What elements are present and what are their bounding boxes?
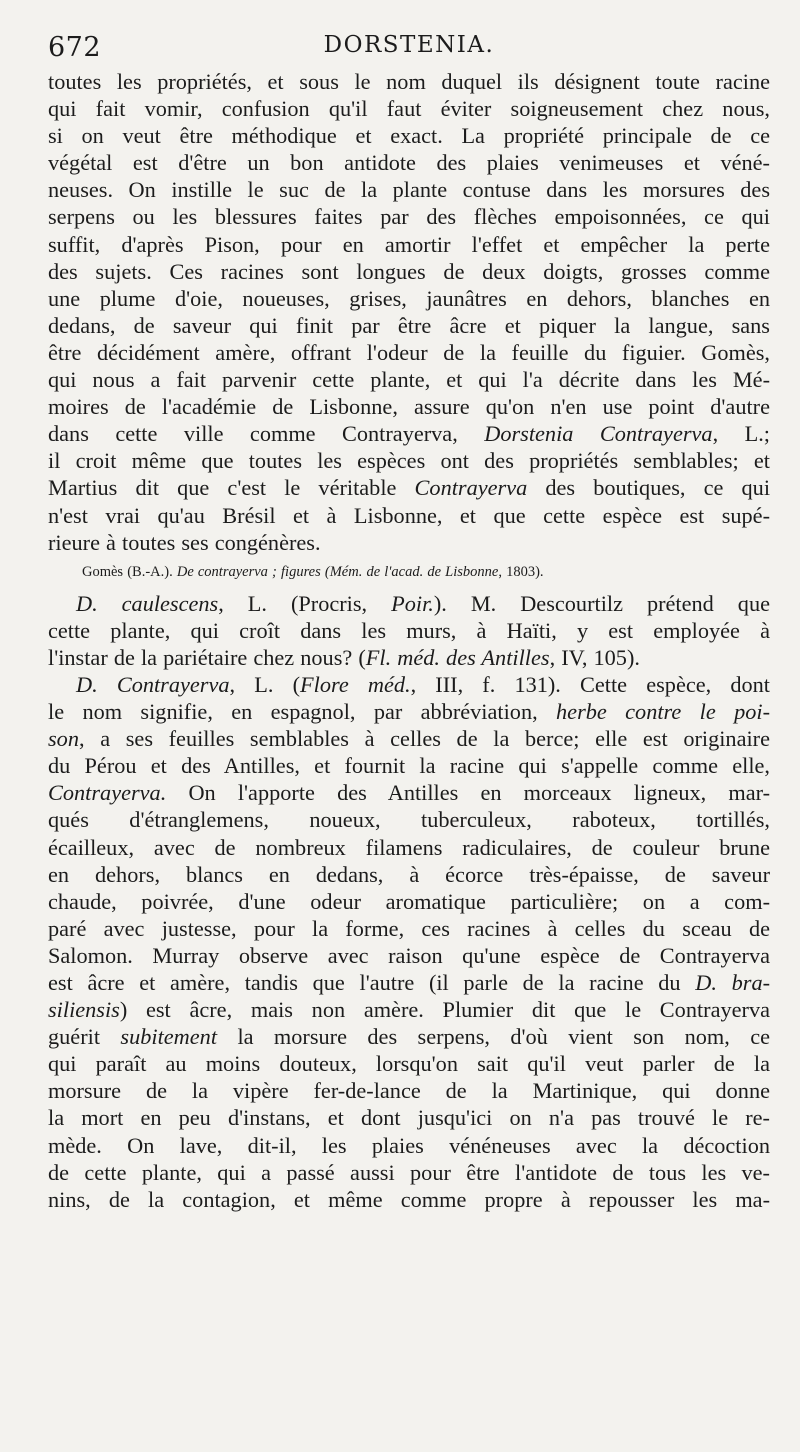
- text-run: guérit: [48, 1024, 101, 1050]
- text-line: paré avec justesse, pour la forme, ces racines à celles du sceau de: [48, 915, 770, 941]
- text-line: en dehors, blancs en dedans, à écorce très-épaisse, de saveur: [48, 861, 770, 887]
- text-line: qui paraît au moins douteux, lorsqu'on sait qu'il veut parler de la: [48, 1051, 770, 1077]
- species-name: D. Contrayerva: [76, 671, 230, 697]
- text-run: la morsure des serpens, d'où vient son nom, ce: [237, 1024, 770, 1050]
- text-run: On l'apporte des Antilles en morceaux ligneux, mar-: [188, 780, 770, 806]
- text-line: [48, 1023, 770, 1050]
- text-line: végétal est d'être un bon antidote des plaies venimeuses et véné-: [48, 150, 770, 176]
- running-head: [48, 22, 770, 68]
- text-line: [48, 474, 770, 501]
- text-line: il croit même que toutes les espèces ont des propriétés semblables; et: [48, 448, 770, 474]
- text-run: est âcre et amère, tandis que l'autre (il parle de la racine du: [48, 970, 681, 995]
- text-run: , a ses feuilles semblables à celles de la berce; elle est originaire: [78, 726, 770, 752]
- citation-title: Fl. méd. des Antilles: [365, 644, 550, 670]
- species-name: Dorstenia Contrayerva: [484, 421, 713, 447]
- text-run: , IV, 105).: [549, 644, 640, 670]
- body-text: [48, 68, 770, 1213]
- text-run: , L. (Procris,: [218, 590, 368, 616]
- note-year: , 1803).: [498, 563, 544, 580]
- text-line: [48, 671, 770, 698]
- author-abbrev: Poir.: [391, 590, 434, 616]
- text-run: , L. (: [229, 671, 301, 697]
- text-line: [48, 996, 770, 1023]
- page-number: 672: [48, 32, 102, 63]
- text-run: , L.;: [712, 421, 770, 447]
- text-line: [48, 590, 770, 617]
- text-line: la mort en peu d'instans, et dont jusqu'ici on n'a pas trouvé le re-: [48, 1105, 770, 1131]
- text-run: Martius dit que c'est le véritable: [48, 475, 397, 501]
- text-line: nins, de la contagion, et même comme propre à repousser les ma-: [48, 1186, 770, 1212]
- text-line: toutes les propriétés, et sous le nom duquel ils désignent toute racine: [48, 69, 770, 94]
- text-line: [48, 725, 770, 752]
- species-name: Contrayerva.: [48, 780, 167, 806]
- species-name: D. caulescens: [76, 590, 219, 616]
- text-line: serpens ou les blessures faites par des flèches empoisonnées, ce qui: [48, 204, 770, 230]
- paragraph-contrayerva: [48, 671, 770, 1213]
- text-line: des sujets. Ces racines sont longues de deux doigts, grosses comme: [48, 258, 770, 284]
- text-run: , III, f. 131). Cette espèce, dont: [410, 671, 770, 697]
- citation-title: Flore méd.: [300, 671, 411, 697]
- text-line: Salomon. Murray observe avec raison qu'une espèce de Contrayerva: [48, 942, 770, 968]
- text-line: une plume d'oie, noueuses, grises, jaunâtres en dehors, blanches en: [48, 285, 770, 311]
- paragraph-caulescens: [48, 590, 770, 671]
- italic-phrase: herbe contre le poi-: [556, 699, 770, 725]
- text-line: moires de l'académie de Lisbonne, assure qu'on n'en use point d'autre: [48, 394, 770, 420]
- text-line: [48, 420, 770, 447]
- text-line: qui nous a fait parvenir cette plante, et qui l'a décrite dans les Mé-: [48, 367, 770, 393]
- italic-phrase: subitement: [120, 1024, 218, 1050]
- text-line: [48, 779, 770, 806]
- note-title: De contrayerva ; figures (Mém. de l'acad. de Lisbonne: [176, 563, 499, 580]
- text-line: neuses. On instille le suc de la plante contuse dans les morsures des: [48, 177, 770, 203]
- italic-phrase: son: [48, 726, 79, 752]
- text-line: suffit, d'après Pison, pour en amortir l'effet et empêcher la perte: [48, 231, 770, 257]
- running-title: DORSTENIA.: [323, 32, 495, 58]
- text-run: dans cette ville comme Contrayerva,: [48, 421, 458, 447]
- text-line: mède. On lave, dit-il, les plaies vénéneuses avec la décoction: [48, 1132, 770, 1158]
- text-line: qués d'étranglemens, noueux, tuberculeux, raboteux, tortillés,: [48, 807, 770, 833]
- text-line: [48, 644, 770, 671]
- text-line: être décidément amère, offrant l'odeur de la feuille du figuier. Gomès,: [48, 339, 770, 365]
- text-line: [48, 969, 770, 996]
- species-name: D. bra-: [695, 970, 771, 995]
- text-line: de cette plante, qui a passé aussi pour être l'antidote de tous les ve-: [48, 1159, 770, 1185]
- text-run: des boutiques, ce qui: [545, 475, 771, 501]
- text-line: n'est vrai qu'au Brésil et à Lisbonne, et que cette espèce est supé-: [48, 502, 770, 528]
- bibliographic-note: [48, 562, 770, 582]
- text-line: cette plante, qui croît dans les murs, à Haïti, y est employée à: [48, 617, 770, 643]
- text-run: ). M. Descourtilz prétend que: [433, 590, 770, 616]
- text-run: ) est âcre, mais non amère. Plumier dit que le Contrayerva: [119, 997, 770, 1023]
- text-line: qui fait vomir, confusion qu'il faut éviter soigneusement chez nous,: [48, 96, 770, 122]
- species-name: siliensis: [48, 997, 120, 1023]
- text-run: le nom signifie, en espagnol, par abbréviation,: [48, 699, 538, 725]
- text-line: écailleux, avec de nombreux filamens radiculaires, de couleur brune: [48, 834, 770, 860]
- text-line: chaude, poivrée, d'une odeur aromatique particulière; on a com-: [48, 888, 770, 914]
- note-author: Gomès (B.-A.).: [82, 563, 173, 580]
- species-name: Contrayerva: [414, 475, 528, 501]
- text-line: morsure de la vipère fer-de-lance de la Martinique, qui donne: [48, 1078, 770, 1104]
- text-line: si on veut être méthodique et exact. La propriété principale de ce: [48, 123, 770, 149]
- text-line: rieure à toutes ses congénères.: [48, 529, 321, 555]
- text-run: l'instar de la pariétaire chez nous? (: [48, 644, 366, 670]
- text-line: dedans, de saveur qui finit par être âcre et piquer la langue, sans: [48, 312, 770, 338]
- text-line: [48, 698, 770, 725]
- paragraph-continuation: [48, 68, 770, 556]
- text-line: du Pérou et des Antilles, et fournit la racine qui s'appelle comme elle,: [48, 753, 770, 779]
